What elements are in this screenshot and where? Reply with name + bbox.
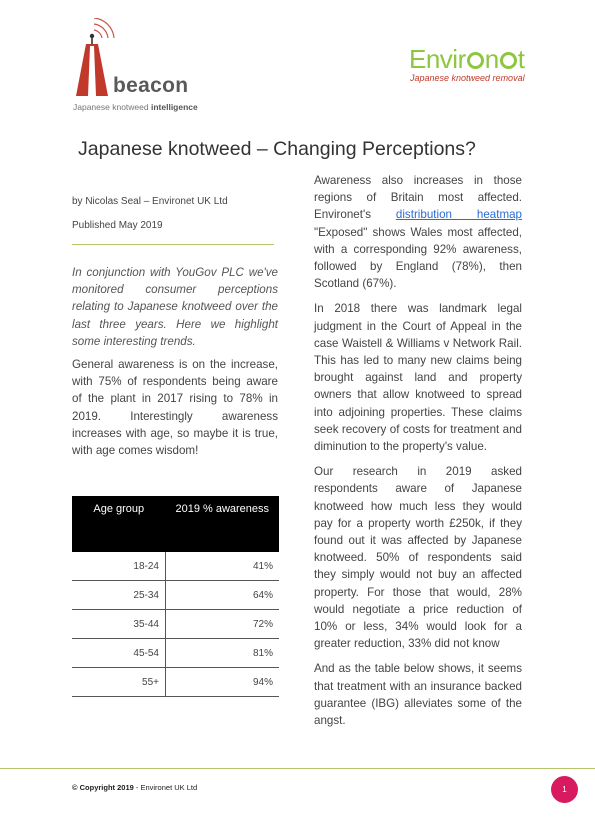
page-title: Japanese knotweed – Changing Perceptions? — [78, 138, 476, 160]
table-cell-awareness: 72% — [166, 610, 280, 639]
left-column — [72, 264, 278, 459]
table-row — [72, 668, 279, 697]
copyright: © Copyright 2019 - Environet UK Ltd — [72, 783, 198, 792]
published-date: Published May 2019 — [72, 220, 163, 231]
table-cell-age: 25-34 — [72, 581, 166, 610]
age-awareness-table — [72, 496, 279, 697]
table-header-awareness: 2019 % awareness — [166, 496, 280, 552]
environet-tagline: Japanese knotweed removal — [410, 73, 525, 83]
table-row — [72, 581, 279, 610]
table-cell-awareness: 81% — [166, 639, 280, 668]
distribution-heatmap-link[interactable]: distribution heatmap — [395, 208, 522, 222]
regional-paragraph: Awareness also increases in those regions of Britain most affected. Environet's distribution heatmap "Exposed" shows Wales most affected, with a corresponding 92% awareness, followed by England (78%), then Scotland (67%). — [314, 174, 522, 291]
page-number-badge: 1 — [551, 776, 578, 803]
table-row — [72, 552, 279, 581]
table-cell-age: 45-54 — [72, 639, 166, 668]
table-cell-awareness: 41% — [166, 552, 280, 581]
beacon-tower-icon — [76, 34, 108, 96]
intro-paragraph: In conjunction with YouGov PLC we've monitored consumer perceptions relating to Japanese knotweed over the last three years. Here we highlight some interesting trends. — [72, 266, 278, 348]
table-header-age: Age group — [72, 496, 166, 552]
environet-e-icon — [500, 52, 517, 69]
table-header-row — [72, 496, 279, 552]
beacon-tagline: Japanese knotweed intelligence — [73, 102, 198, 112]
table-cell-awareness: 64% — [166, 581, 280, 610]
table-cell-awareness: 94% — [166, 668, 280, 697]
table-row — [72, 639, 279, 668]
ibg-paragraph: And as the table below shows, it seems that treatment with an insurance backed guarantee (IBG) alleviates some of the angst. — [314, 662, 522, 728]
beacon-brand-name: beacon — [113, 74, 189, 97]
footer-divider — [0, 768, 595, 769]
table-cell-age: 35-44 — [72, 610, 166, 639]
research-paragraph: Our research in 2019 asked respondents aware of Japanese knotweed how much less they would pay for a property worth £250k, if they found out it was affected by Japanese knotweed. 50% of respondents said they simply would not buy an affected property. For those that would, 28% would negotiate a price reduction of 10% or less, 34% would look for a greater reduction, 33% did not know — [314, 465, 522, 651]
awareness-paragraph: General awareness is on the increase, with 75% of respondents being aware of the plant in 2017 rising to 78% in 2019. Interestingly awareness increases with age, so maybe it is true, with age comes wisdom! — [72, 358, 278, 458]
environet-o-icon — [467, 52, 484, 69]
signal-waves-icon — [94, 18, 114, 38]
divider — [72, 244, 274, 245]
environet-logo: Envir n t — [409, 44, 525, 74]
table-cell-age: 18-24 — [72, 552, 166, 581]
table-cell-age: 55+ — [72, 668, 166, 697]
right-column — [314, 172, 522, 729]
table-row — [72, 610, 279, 639]
byline: by Nicolas Seal – Environet UK Ltd — [72, 196, 228, 207]
legal-paragraph: In 2018 there was landmark legal judgment in the Court of Appeal in the case Waistell & Williams v Network Rail. This has led to many new claims being brought against land and property owners that allow knotweed to spread into adjoining properties. These claims seek recovery of costs for treatment and diminution to the property's value. — [314, 302, 522, 454]
